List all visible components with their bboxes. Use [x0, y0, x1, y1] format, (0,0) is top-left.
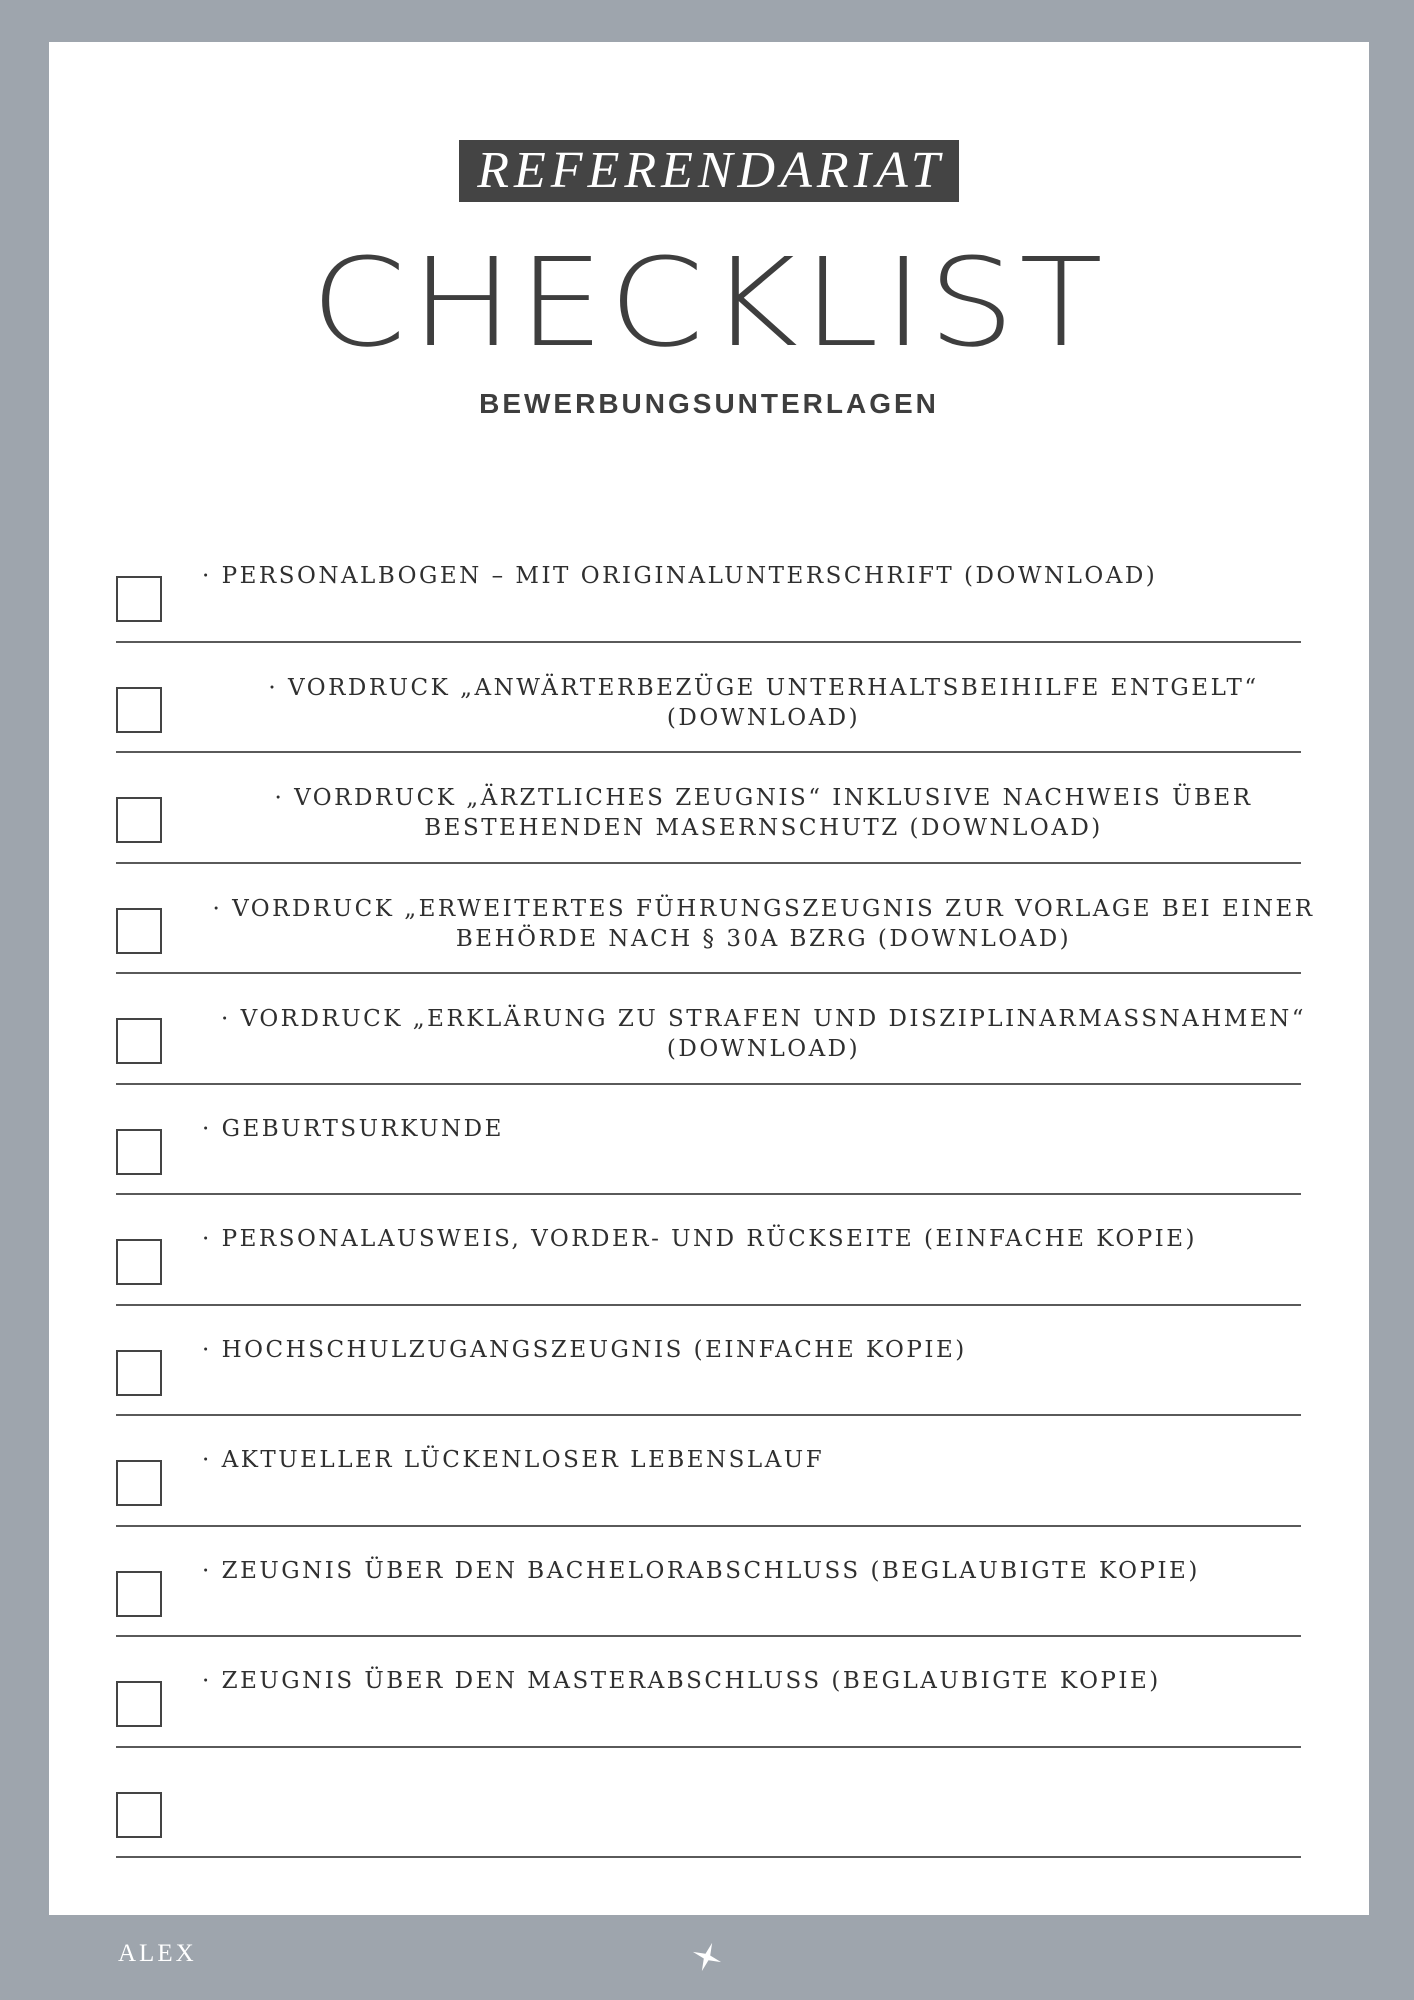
item-checkbox[interactable]: [116, 1018, 162, 1064]
item-label: · VORDRUCK „ERWEITERTES FÜHRUNGSZEUGNIS ZUR VORLAGE BEI EINER BEHÖRDE NACH § 30A BZRG (DOWNLOAD): [212, 895, 1315, 952]
page-title: CHECKLIST: [310, 232, 1108, 374]
item-label: · VORDRUCK „ANWÄRTERBEZÜGE UNTERHALTSBEIHILFE ENTGELT“ (DOWNLOAD): [268, 674, 1259, 731]
checklist-item: [116, 1085, 1301, 1196]
item-checkbox[interactable]: [116, 576, 162, 622]
item-label: · HOCHSCHULZUGANGSZEUGNIS (EINFACHE KOPIE): [202, 1336, 967, 1363]
item-checkbox[interactable]: [116, 1350, 162, 1396]
item-label: · AKTUELLER LÜCKENLOSER LEBENSLAUF: [202, 1447, 825, 1473]
item-checkbox[interactable]: [116, 1571, 162, 1617]
kicker-wrapper: [49, 140, 1369, 202]
item-label: · VORDRUCK „ÄRZTLICHES ZEUGNIS“ INKLUSIVE NACHWEIS ÜBER BESTEHENDEN MASERNSCHUTZ (DOWNLOAD): [274, 785, 1253, 841]
item-label: · PERSONALBOGEN – MIT ORIGINALUNTERSCHRIFT (DOWNLOAD): [202, 563, 1158, 589]
checklist-item: [116, 864, 1315, 975]
checklist-item: [116, 1195, 1301, 1306]
checklist-item: [116, 974, 1306, 1085]
checklist-item: [116, 1416, 1301, 1527]
item-checkbox[interactable]: [116, 1239, 162, 1285]
item-label: · GEBURTSURKUNDE: [202, 1115, 504, 1142]
item-checkbox[interactable]: [116, 1129, 162, 1175]
item-checkbox[interactable]: [116, 1460, 162, 1506]
checklist-item: [116, 1748, 1301, 1859]
checklist-item: [116, 1637, 1301, 1748]
item-checkbox[interactable]: [116, 797, 162, 843]
checklist-item: [116, 643, 1301, 754]
footer-brand: ALEX: [118, 1940, 197, 1967]
checklist-item: [116, 1306, 1301, 1417]
item-checkbox[interactable]: [116, 908, 162, 954]
item-label: [196, 1766, 1331, 1818]
item-label: · ZEUGNIS ÜBER DEN BACHELORABSCHLUSS (BEGLAUBIGTE KOPIE): [202, 1557, 1200, 1584]
item-label: · PERSONALAUSWEIS, VORDER- UND RÜCKSEITE (EINFACHE KOPIE): [202, 1226, 1198, 1252]
page-kicker: REFERENDARIAT: [459, 140, 958, 202]
item-checkbox[interactable]: [116, 687, 162, 733]
checklist-item: [116, 753, 1301, 864]
page-subtitle: BEWERBUNGSUNTERLAGEN: [479, 388, 939, 419]
item-checkbox[interactable]: [116, 1792, 162, 1838]
checklist-sheet: [49, 42, 1369, 1915]
checklist-item: [116, 1527, 1301, 1638]
sparkle-star-icon: [690, 1940, 724, 1974]
item-label: · ZEUGNIS ÜBER DEN MASTERABSCHLUSS (BEGLAUBIGTE KOPIE): [202, 1668, 1161, 1694]
checklist-item: [116, 532, 1301, 643]
item-checkbox[interactable]: [116, 1681, 162, 1727]
checklist: [116, 532, 1315, 1858]
item-label: · VORDRUCK „ERKLÄRUNG ZU STRAFEN UND DISZIPLINARMASSNAHMEN“ (DOWNLOAD): [221, 1006, 1306, 1062]
